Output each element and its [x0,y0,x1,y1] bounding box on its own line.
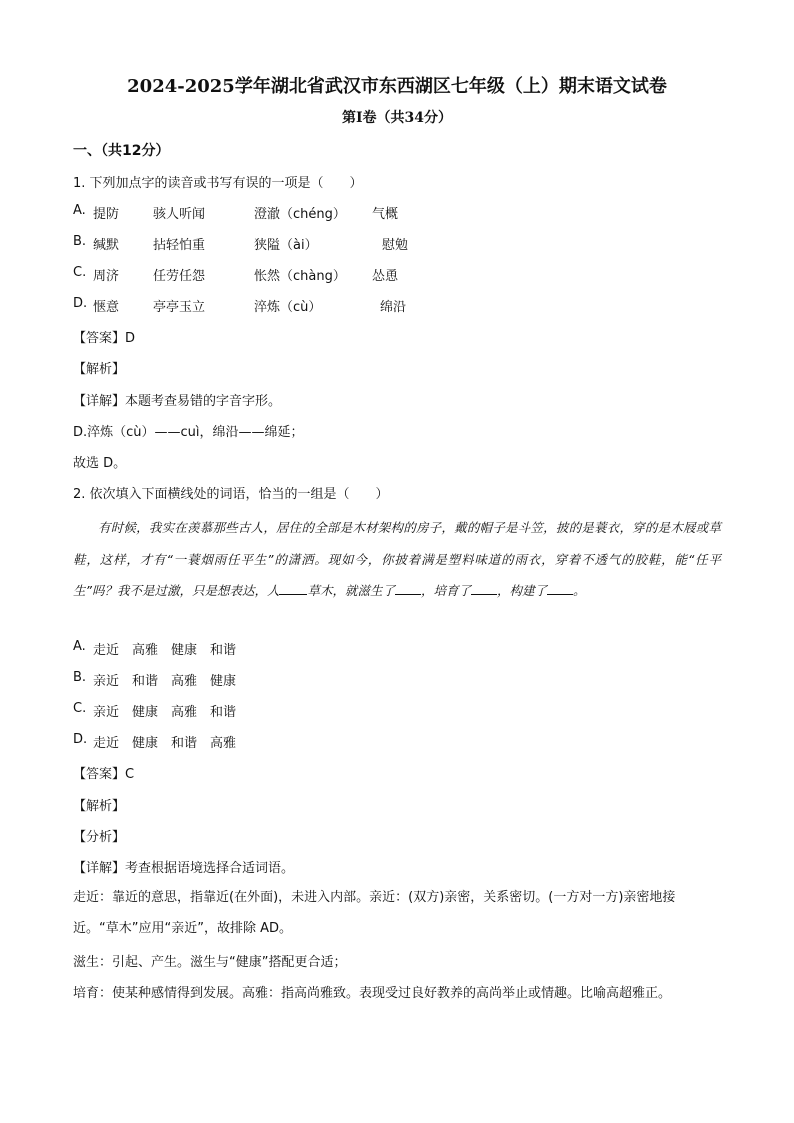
answer-label: 【答案】C [73,767,135,782]
question-2-stem: 2. 依次填入下面横线处的词语，恰当的一组是（ ） [73,487,389,502]
option-text: 走近 健康 和谐 高雅 [93,736,237,751]
option-word: 怅然（chàng） [254,269,346,284]
fill-blank [395,582,421,596]
option-letter: B. [73,234,87,249]
option-word: 骇人听闻 [153,207,206,222]
option-word: 惬意 [93,300,120,315]
option-letter: C. [73,265,87,280]
option-word: 慰勉 [382,238,409,253]
answer-label: 【答案】D [73,331,136,346]
analysis-label: 【解析】 [73,799,126,814]
option-text: 亲近 和谐 高雅 健康 [93,674,237,689]
explanation-paragraph: 走近：靠近的意思，指靠近(在外面)，未进入内部。亲近：(双方)亲密，关系密切。(一方对一方)亲密地接近。“草木”应用“亲近”，故排除 AD。 [73,890,676,936]
section-heading: 一、（共12分） [73,143,170,159]
option-letter: A. [73,639,86,654]
explanation-text: D.淬炼（cù）——cuì，绵沿——绵延； [73,425,304,440]
exam-title: 2024-2025学年湖北省武汉市东西湖区七年级（上）期末语文试卷 [127,76,667,97]
passage-text: ，构建了 [497,583,548,598]
option-word: 气概 [372,207,399,222]
option-word: 亭亭玉立 [153,300,206,315]
option-word: 澄澈（chéng） [254,207,346,222]
analysis-label: 【解析】 [73,362,126,377]
reading-passage [73,512,721,607]
option-letter: D. [73,296,88,311]
explanation-paragraph: 滋生：引起、产生。滋生与“健康”搭配更合适； [73,955,347,970]
fill-blank [279,582,307,596]
option-word: 周济 [93,269,120,284]
fenxi-label: 【分析】 [73,830,126,845]
option-letter: C. [73,701,87,716]
passage-text: 草木，就滋生了 [307,583,395,598]
fill-blank [547,582,573,596]
option-word: 淬炼（cù） [254,300,322,315]
option-word: 怂恿 [372,269,399,284]
passage-text: ，培育了 [421,583,472,598]
detail-text: 【详解】考查根据语境选择合适词语。 [73,861,295,876]
option-word: 提防 [93,207,120,222]
option-word: 拈轻怕重 [153,238,206,253]
option-letter: A. [73,203,86,218]
option-letter: D. [73,732,88,747]
explanation-paragraph: 培育：使某种感情得到发展。高雅：指高尚雅致。表现受过良好教养的高尚举止或情趣。比喻高超雅正。 [73,986,672,1001]
fill-blank [471,582,497,596]
question-1-stem: 1. 下列加点字的读音或书写有误的一项是（ ） [73,176,363,191]
option-word: 缄默 [93,238,120,253]
option-word: 任劳任怨 [153,269,206,284]
option-letter: B. [73,670,87,685]
detail-text: 【详解】本题考查易错的字音字形。 [73,394,282,409]
option-word: 绵沿 [380,300,407,315]
passage-text: 有时候，我实在羡慕那些古人，居住的全部是木材架构的房子，戴的帽子是斗笠，披的是蓑衣，穿的是木屐或草鞋，这样，才有“一蓑烟雨任平生”的潇洒。现如今，你披着满是塑料味道的雨衣，穿着不透气的胶鞋，能“任平生”吗？我不是过激，只是想表达，人 [73,520,721,598]
conclusion-text: 故选 D。 [73,456,127,471]
option-text: 走近 高雅 健康 和谐 [93,643,237,658]
volume-subtitle: 第Ⅰ卷（共34分） [341,110,453,126]
option-text: 亲近 健康 高雅 和谐 [93,705,237,720]
passage-text: 。 [573,583,586,598]
option-word: 狭隘（ài） [254,238,318,253]
